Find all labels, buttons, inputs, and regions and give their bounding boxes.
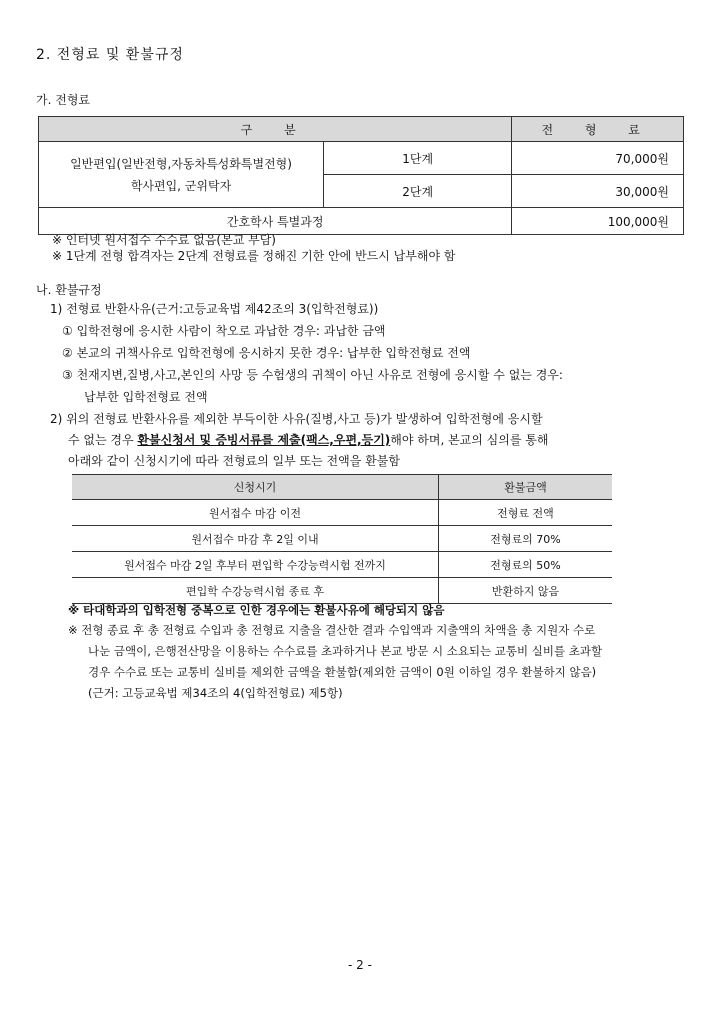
refund-table-header-amount: 환불금액 [439, 475, 613, 500]
fee-table-header-category: 구 분 [39, 117, 512, 142]
fee-amount-1: 70,000원 [512, 142, 684, 175]
refund-table-header-period: 신청시기 [72, 475, 439, 500]
refund-item-1-sub-1: ① 입학전형에 응시한 사람이 착오로 과납한 경우: 과납한 금액 [62, 324, 386, 338]
refund-table-row [72, 500, 612, 526]
refund-table-row [72, 526, 612, 552]
fee-nursing-label: 간호학사 특별과정 [39, 208, 512, 235]
refund-period: 원서접수 마감 2일 후부터 편입학 수강능력시험 전까지 [72, 552, 439, 578]
refund-note-2-line-4: (근거: 고등교육법 제34조의 4(입학전형료) 제5항) [88, 686, 343, 700]
refund-period: 편입학 수강능력시험 종료 후 [72, 578, 439, 604]
refund-period: 원서접수 마감 이전 [72, 500, 439, 526]
refund-amount: 반환하지 않음 [439, 578, 613, 604]
refund-period: 원서접수 마감 후 2일 이내 [72, 526, 439, 552]
subsection-title-fee: 가. 전형료 [36, 93, 90, 107]
refund-item-2-line-2-post: 해야 하며, 본교의 심의를 통해 [390, 433, 549, 447]
refund-item-2-line-2-pre: 수 없는 경우 [68, 433, 138, 447]
refund-item-2-emphasis: 환불신청서 및 증빙서류를 제출(팩스,우편,등기) [137, 433, 391, 447]
refund-note-2-line-3: 경우 수수료 또는 교통비 실비를 제외한 금액을 환불함(제외한 금액이 0원 이하일 경우 환불하지 않음) [88, 665, 597, 679]
section-heading: 2. 전형료 및 환불규정 [36, 47, 184, 63]
fee-stage-2: 2단계 [324, 175, 512, 208]
fee-table [38, 116, 684, 235]
refund-item-1-sub-3: ③ 천재지변,질병,사고,본인의 사망 등 수험생의 귀책이 아닌 사유로 전형에 응시할 수 없는 경우: [62, 368, 563, 382]
refund-item-1-sub-2: ② 본교의 귀책사유로 입학전형에 응시하지 못한 경우: 납부한 입학전형료 전액 [62, 346, 471, 360]
fee-table-header-fee: 전 형 료 [512, 117, 684, 142]
fee-nursing-amount: 100,000원 [512, 208, 684, 235]
refund-item-2-line-2 [68, 431, 548, 448]
fee-note-2: ※ 1단계 전형 합격자는 2단계 전형료를 정해진 기한 안에 반드시 납부해야 함 [52, 249, 456, 263]
refund-note-bold: ※ 타대학과의 입학전형 중복으로 인한 경우에는 환불사유에 해당되지 않음 [68, 603, 445, 617]
refund-table [72, 474, 612, 604]
refund-item-1: 1) 전형료 반환사유(근거:고등교육법 제42조의 3(입학전형료)) [50, 302, 379, 316]
page-number: - 2 - [348, 958, 372, 972]
group-label-line2: 학사편입, 군위탁자 [130, 178, 232, 193]
refund-amount: 전형료의 50% [439, 552, 613, 578]
refund-item-1-sub-3-cont: 납부한 입학전형료 전액 [84, 390, 208, 404]
fee-amount-2: 30,000원 [512, 175, 684, 208]
refund-item-2-line-3: 아래와 같이 신청시기에 따라 전형료의 일부 또는 전액을 환불함 [68, 454, 400, 468]
refund-note-2-line-1: ※ 전형 종료 후 총 전형료 수입과 총 전형료 지출을 결산한 결과 수입액과 지출액의 차액을 총 지원자 수로 [68, 623, 596, 637]
fee-note-1: ※ 인터넷 원서접수 수수료 없음(본교 부담) [52, 233, 276, 247]
refund-table-row [72, 578, 612, 604]
subsection-title-refund: 나. 환불규정 [36, 283, 102, 297]
refund-amount: 전형료 전액 [439, 500, 613, 526]
fee-stage-1: 1단계 [324, 142, 512, 175]
refund-amount: 전형료의 70% [439, 526, 613, 552]
refund-note-2-line-2: 나눈 금액이, 은행전산망을 이용하는 수수료를 초과하거나 본교 방문 시 소요되는 교통비 실비를 초과할 [88, 644, 603, 658]
fee-table-group-label [39, 142, 324, 208]
group-label-line1: 일반편입(일반전형,자동차특성화특별전형) [70, 156, 292, 171]
refund-item-2-line-1: 2) 위의 전형료 반환사유를 제외한 부득이한 사유(질병,사고 등)가 발생하여 입학전형에 응시할 [50, 412, 543, 426]
refund-table-row [72, 552, 612, 578]
